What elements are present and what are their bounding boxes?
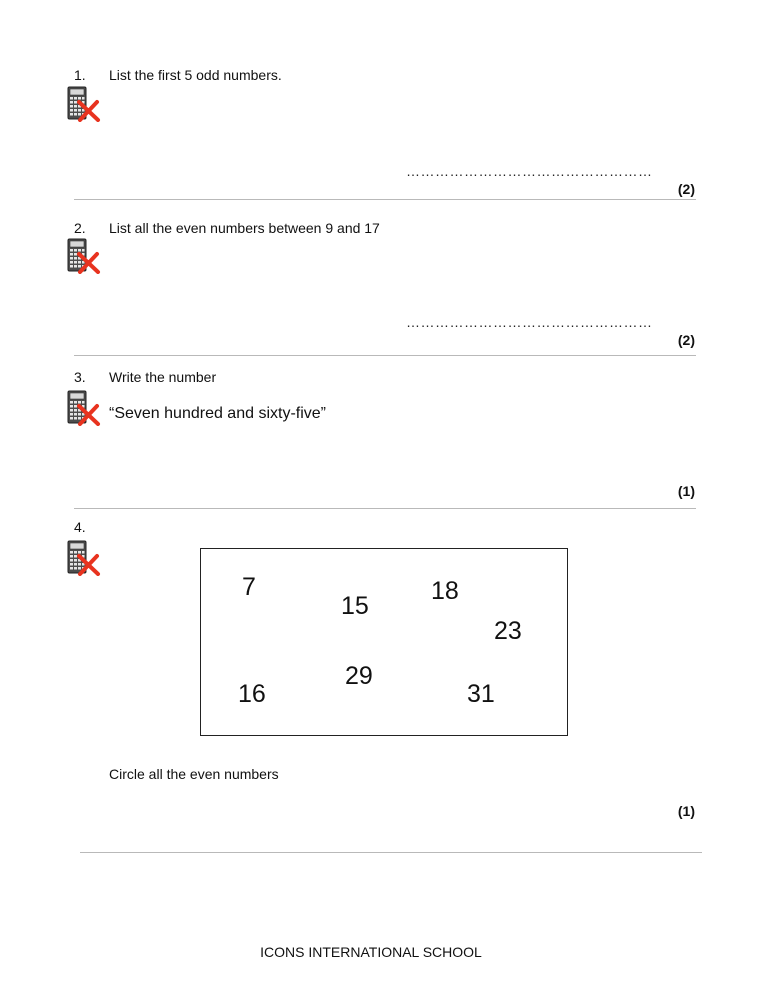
box-number[interactable]: 29 xyxy=(345,662,373,690)
question-instruction: Circle all the even numbers xyxy=(109,766,279,782)
answer-line[interactable]: …………………………………………… xyxy=(406,163,653,179)
box-number[interactable]: 31 xyxy=(467,680,495,708)
footer-school-name: ICONS INTERNATIONAL SCHOOL xyxy=(260,944,482,960)
question-number: 2. xyxy=(74,220,86,236)
divider xyxy=(74,508,696,509)
question-text: List all the even numbers between 9 and 17 xyxy=(109,220,380,236)
marks-label: (2) xyxy=(677,332,695,348)
no-calculator-icon xyxy=(66,540,102,576)
number-box xyxy=(200,548,568,736)
answer-line[interactable]: …………………………………………… xyxy=(406,314,653,330)
divider xyxy=(80,852,702,853)
question-number: 1. xyxy=(74,67,86,83)
box-number[interactable]: 18 xyxy=(431,577,459,605)
question-text: List the first 5 odd numbers. xyxy=(109,67,282,83)
marks-label: (2) xyxy=(677,181,695,197)
box-number[interactable]: 23 xyxy=(494,617,522,645)
number-in-words: “Seven hundred and sixty-five” xyxy=(109,405,326,422)
question-text: Write the number xyxy=(109,369,217,385)
question-number: 3. xyxy=(74,369,86,385)
no-calculator-icon xyxy=(66,238,102,274)
marks-label: (1) xyxy=(677,483,695,499)
no-calculator-icon xyxy=(66,86,102,122)
question-number: 4. xyxy=(74,519,86,535)
divider xyxy=(74,355,696,356)
box-number[interactable]: 7 xyxy=(242,573,256,601)
divider xyxy=(74,199,696,200)
box-number[interactable]: 15 xyxy=(341,592,369,620)
marks-label: (1) xyxy=(677,803,695,819)
box-number[interactable]: 16 xyxy=(238,680,266,708)
no-calculator-icon xyxy=(66,390,102,426)
